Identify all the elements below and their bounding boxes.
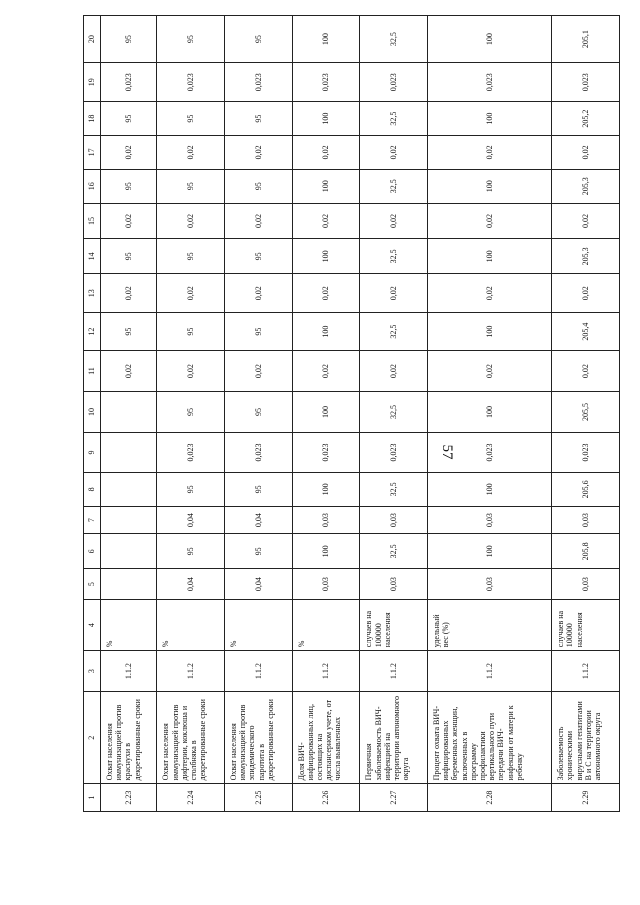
unit-cell: %: [101, 599, 157, 650]
value-cell: 0,03: [292, 569, 360, 600]
value-cell: 0,02: [101, 351, 157, 392]
header-cell: 14: [84, 239, 101, 274]
header-cell: 17: [84, 136, 101, 170]
value-cell: 95: [157, 534, 225, 569]
value-cell: 205,3: [552, 169, 620, 203]
header-cell: 12: [84, 313, 101, 351]
unit-cell: случаев на 100000 населения: [552, 599, 620, 650]
value-cell: 0,023: [157, 433, 225, 473]
value-cell: 205,8: [552, 534, 620, 569]
value-cell: 32,5: [360, 239, 428, 274]
value-cell: 0,02: [552, 136, 620, 170]
value-cell: 0,02: [101, 274, 157, 313]
unit-cell: %: [225, 599, 293, 650]
header-cell: 19: [84, 63, 101, 102]
row-number: 2.23: [101, 784, 157, 812]
value-cell: [101, 506, 157, 534]
row-number: 2.26: [292, 784, 360, 812]
table-row: [101, 16, 157, 812]
value-cell: 32,5: [360, 169, 428, 203]
value-cell: 32,5: [360, 102, 428, 136]
value-cell: 0,023: [552, 63, 620, 102]
value-cell: 0,023: [292, 63, 360, 102]
value-cell: 0,02: [428, 351, 552, 392]
value-cell: 0,02: [157, 203, 225, 239]
value-cell: 0,02: [360, 203, 428, 239]
value-cell: 95: [225, 534, 293, 569]
header-cell: 18: [84, 102, 101, 136]
value-cell: 100: [292, 472, 360, 506]
indicator-name: Доля ВИЧ-инфицированных лиц, состоящих на диспансерном учете, от числа выявленных: [292, 692, 360, 784]
value-cell: 205,2: [552, 102, 620, 136]
value-cell: 205,5: [552, 392, 620, 433]
value-cell: 0,02: [101, 203, 157, 239]
value-cell: 0,023: [225, 63, 293, 102]
indicator-name: Первичная заболеваемость ВИЧ-инфекцией на территории автономного округа: [360, 692, 428, 784]
value-cell: 100: [292, 16, 360, 63]
value-cell: 95: [225, 472, 293, 506]
code-cell: 1.1.2: [552, 651, 620, 692]
value-cell: 0,02: [428, 274, 552, 313]
header-cell: 15: [84, 203, 101, 239]
value-cell: 0,02: [360, 351, 428, 392]
header-cell: 3: [84, 651, 101, 692]
value-cell: 0,02: [225, 351, 293, 392]
value-cell: 95: [157, 313, 225, 351]
header-cell: 5: [84, 569, 101, 600]
value-cell: 95: [101, 169, 157, 203]
value-cell: 0,02: [552, 203, 620, 239]
value-cell: 0,023: [157, 63, 225, 102]
code-cell: 1.1.2: [101, 651, 157, 692]
indicator-name: Охват населения иммунизацией против дифтерии, коклюша и столбняка в декретированные сроки: [157, 692, 225, 784]
value-cell: 0,023: [225, 433, 293, 473]
value-cell: 0,03: [428, 569, 552, 600]
value-cell: 0,03: [360, 569, 428, 600]
value-cell: 95: [225, 313, 293, 351]
header-cell: 2: [84, 692, 101, 784]
indicator-name: Охват населения иммунизацией против краснухи в декретированные сроки: [101, 692, 157, 784]
value-cell: 95: [157, 239, 225, 274]
header-cell: 20: [84, 16, 101, 63]
code-cell: 1.1.2: [428, 651, 552, 692]
value-cell: 0,02: [225, 136, 293, 170]
unit-cell: случаев на 100000 населения: [360, 599, 428, 650]
value-cell: 0,02: [157, 351, 225, 392]
row-number: 2.28: [428, 784, 552, 812]
row-number: 2.25: [225, 784, 293, 812]
value-cell: 205,4: [552, 313, 620, 351]
code-cell: 1.1.2: [225, 651, 293, 692]
table-row: [552, 16, 620, 812]
value-cell: 0,023: [428, 63, 552, 102]
value-cell: 0,02: [292, 351, 360, 392]
value-cell: 32,5: [360, 392, 428, 433]
value-cell: 0,03: [552, 569, 620, 600]
table-row: [225, 16, 293, 812]
value-cell: 95: [225, 16, 293, 63]
value-cell: 32,5: [360, 472, 428, 506]
value-cell: 95: [101, 16, 157, 63]
value-cell: 0,02: [292, 136, 360, 170]
value-cell: 95: [101, 313, 157, 351]
table-row: [360, 16, 428, 812]
value-cell: 100: [292, 169, 360, 203]
value-cell: 0,023: [292, 433, 360, 473]
value-cell: 100: [428, 239, 552, 274]
value-cell: 95: [101, 102, 157, 136]
header-row: [84, 16, 101, 812]
header-cell: 16: [84, 169, 101, 203]
value-cell: 100: [292, 392, 360, 433]
header-cell: 11: [84, 351, 101, 392]
value-cell: 0,023: [360, 433, 428, 473]
value-cell: [101, 569, 157, 600]
header-cell: 6: [84, 534, 101, 569]
unit-cell: %: [157, 599, 225, 650]
value-cell: 0,03: [360, 506, 428, 534]
code-cell: 1.1.2: [360, 651, 428, 692]
value-cell: 0,02: [292, 203, 360, 239]
value-cell: 205,1: [552, 16, 620, 63]
value-cell: 0,03: [552, 506, 620, 534]
indicator-name: Процент охвата ВИЧ-инфицированных беременных женщин, включенных в программу профилактики вертикального пути передачи ВИЧ-инфекции от матери к ребенку: [428, 692, 552, 784]
value-cell: [101, 433, 157, 473]
value-cell: 0,023: [360, 63, 428, 102]
value-cell: 0,04: [225, 506, 293, 534]
table-container: [83, 15, 620, 812]
value-cell: 0,02: [292, 274, 360, 313]
value-cell: 95: [157, 169, 225, 203]
data-table: [83, 15, 620, 812]
row-number: 2.29: [552, 784, 620, 812]
value-cell: 100: [428, 534, 552, 569]
value-cell: 0,02: [157, 274, 225, 313]
value-cell: 0,02: [360, 274, 428, 313]
value-cell: [101, 392, 157, 433]
value-cell: 0,023: [552, 433, 620, 473]
value-cell: 32,5: [360, 534, 428, 569]
header-cell: 7: [84, 506, 101, 534]
value-cell: 95: [157, 392, 225, 433]
value-cell: 0,02: [360, 136, 428, 170]
value-cell: [101, 472, 157, 506]
row-number: 2.27: [360, 784, 428, 812]
value-cell: 95: [225, 239, 293, 274]
value-cell: 0,03: [292, 506, 360, 534]
code-cell: 1.1.2: [292, 651, 360, 692]
value-cell: 0,02: [225, 274, 293, 313]
value-cell: 100: [428, 472, 552, 506]
table-row: [292, 16, 360, 812]
value-cell: 95: [157, 16, 225, 63]
header-cell: 8: [84, 472, 101, 506]
header-cell: 10: [84, 392, 101, 433]
value-cell: 0,02: [552, 351, 620, 392]
value-cell: 95: [157, 472, 225, 506]
value-cell: 100: [292, 313, 360, 351]
value-cell: 0,02: [225, 203, 293, 239]
value-cell: 100: [428, 169, 552, 203]
value-cell: 0,02: [101, 136, 157, 170]
value-cell: 0,02: [552, 274, 620, 313]
row-number: 2.24: [157, 784, 225, 812]
value-cell: 100: [428, 16, 552, 63]
table-row: [157, 16, 225, 812]
value-cell: 95: [225, 102, 293, 136]
value-cell: 100: [292, 102, 360, 136]
value-cell: 32,5: [360, 16, 428, 63]
table-row: [428, 16, 552, 812]
value-cell: 100: [428, 392, 552, 433]
value-cell: 0,04: [157, 506, 225, 534]
value-cell: 95: [101, 239, 157, 274]
indicator-name: Охват населения иммунизацией против эпидемического паротита в декретированные сроки: [225, 692, 293, 784]
value-cell: 100: [292, 239, 360, 274]
unit-cell: удельный вес (%): [428, 599, 552, 650]
value-cell: 205,6: [552, 472, 620, 506]
value-cell: 95: [225, 169, 293, 203]
value-cell: 0,04: [225, 569, 293, 600]
value-cell: 0,02: [428, 203, 552, 239]
code-cell: 1.1.2: [157, 651, 225, 692]
header-cell: 9: [84, 433, 101, 473]
value-cell: 95: [225, 392, 293, 433]
value-cell: 95: [157, 102, 225, 136]
value-cell: 100: [292, 534, 360, 569]
value-cell: 0,023: [428, 433, 552, 473]
value-cell: 0,023: [101, 63, 157, 102]
page-number: 57: [439, 444, 455, 460]
value-cell: 32,5: [360, 313, 428, 351]
value-cell: 100: [428, 313, 552, 351]
indicator-name: Заболеваемость хроническими вирусными гепатитами В и С на территории автономного округа: [552, 692, 620, 784]
header-cell: 1: [84, 784, 101, 812]
value-cell: [101, 534, 157, 569]
unit-cell: %: [292, 599, 360, 650]
value-cell: 205,3: [552, 239, 620, 274]
header-cell: 13: [84, 274, 101, 313]
value-cell: 0,02: [428, 136, 552, 170]
value-cell: 0,02: [157, 136, 225, 170]
header-cell: 4: [84, 599, 101, 650]
value-cell: 100: [428, 102, 552, 136]
value-cell: 0,04: [157, 569, 225, 600]
value-cell: 0,03: [428, 506, 552, 534]
